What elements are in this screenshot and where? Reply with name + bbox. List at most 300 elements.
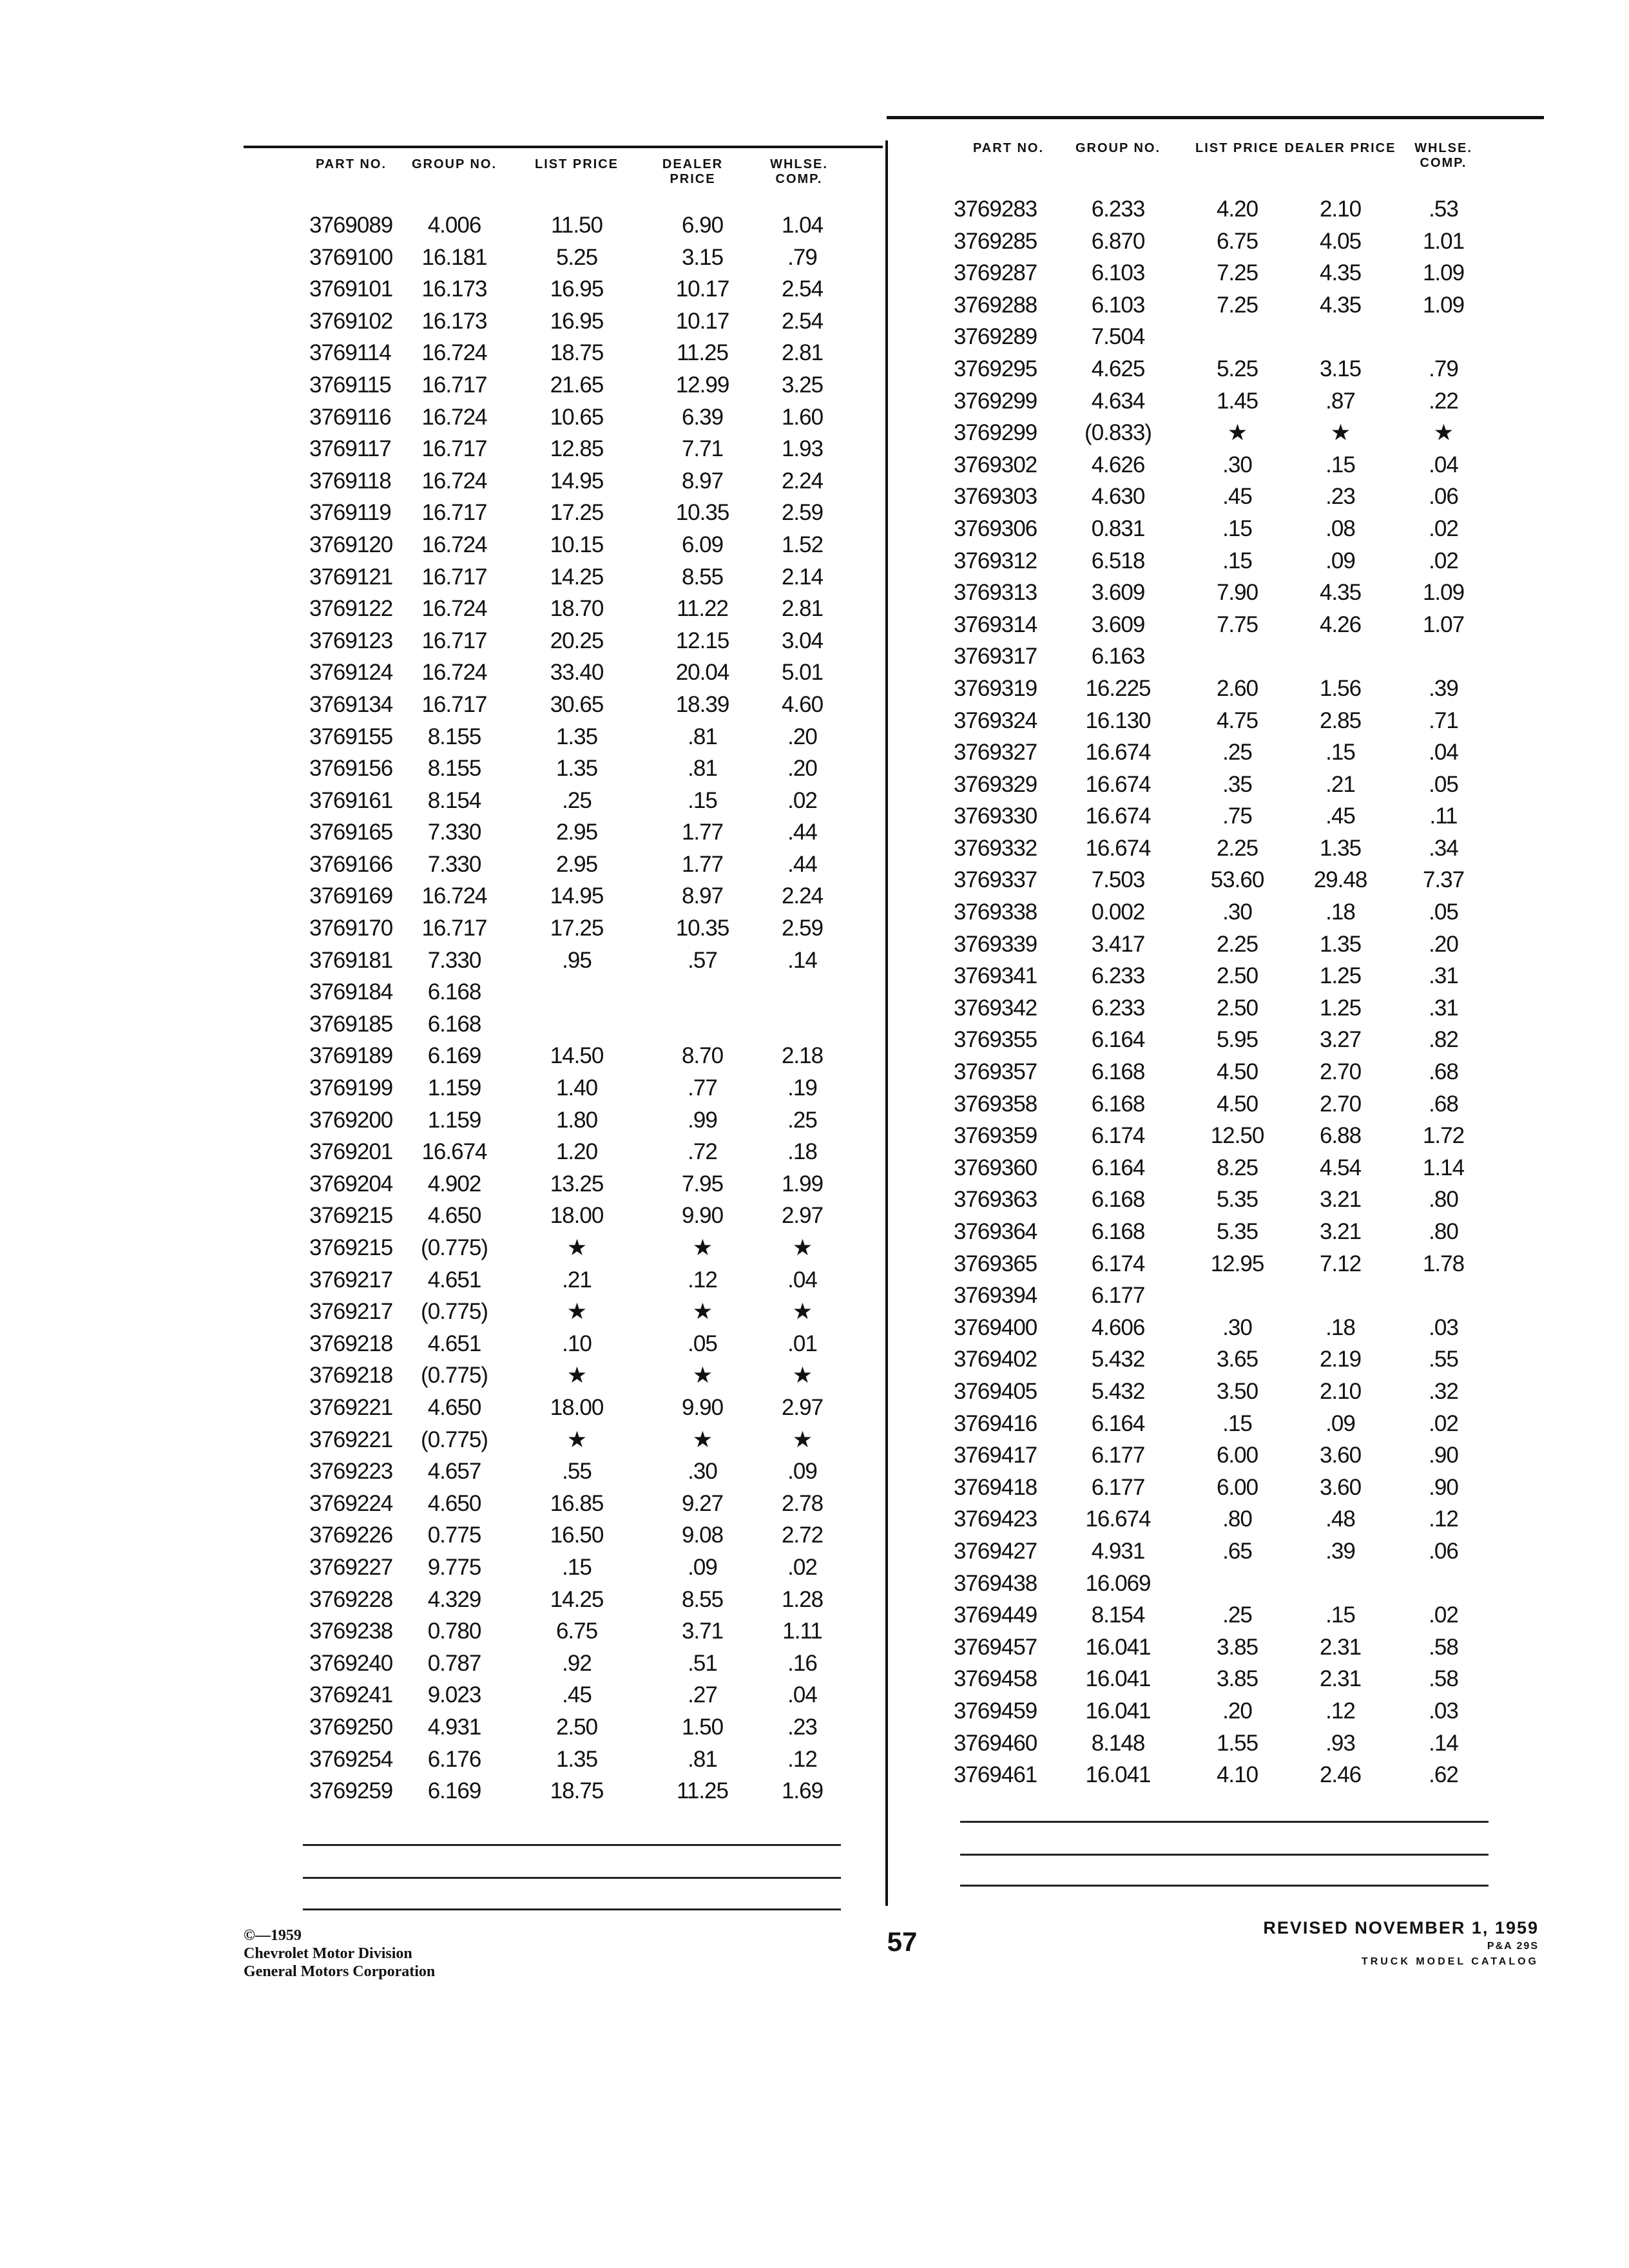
table-row [931,257,1524,289]
group-no-cell: 6.177 [1091,1443,1145,1468]
table-row [931,1120,1524,1152]
whlse-comp-cell: 2.81 [781,596,824,622]
dealer-price-cell: 4.05 [1319,228,1362,254]
table-row [931,1599,1524,1631]
list-price-cell: 1.35 [555,756,598,782]
part-no-cell: 3769358 [954,1091,1037,1117]
whlse-comp-cell: .80 [1429,1219,1458,1244]
list-price-cell: .45 [1222,484,1252,510]
part-no-cell: 3769299 [954,388,1037,414]
group-no-cell: 6.103 [1091,292,1145,318]
part-no-cell: 3769283 [954,197,1037,222]
whlse-comp-cell: .90 [1429,1474,1458,1500]
group-no-cell: 16.717 [421,436,487,462]
group-no-cell: 4.931 [427,1714,481,1740]
table-row [931,1631,1524,1664]
group-no-cell: 0.780 [427,1619,481,1644]
part-no-cell: 3769357 [954,1059,1037,1085]
group-no-cell: (0.775) [421,1363,488,1389]
table-row [287,1456,854,1488]
group-no-cell: 16.173 [421,308,487,334]
list-price-cell: 11.50 [551,213,602,238]
dealer-price-cell: 2.10 [1319,1378,1362,1404]
dealer-price-cell: .08 [1325,515,1355,541]
list-price-cell: 14.50 [550,1043,604,1069]
whlse-comp-cell: 2.59 [781,500,824,526]
list-price-cell: .15 [1222,548,1252,573]
left-parts-table [287,148,854,1807]
part-no-cell: 3769102 [309,308,393,334]
table-row [287,816,854,849]
table-row [931,449,1524,481]
table-row [287,337,854,369]
list-price-cell: .45 [562,1682,592,1708]
part-no-cell: 3769250 [309,1714,393,1740]
table-row [931,640,1524,673]
group-no-cell: 6.164 [1091,1155,1145,1180]
part-no-cell: 3769449 [954,1602,1037,1628]
table-row [931,1343,1524,1376]
group-no-cell: 16.717 [421,916,487,941]
table-row [931,800,1524,832]
group-no-cell: 6.174 [1091,1251,1145,1276]
group-no-cell: 4.625 [1091,356,1145,381]
part-no-cell: 3769226 [309,1523,393,1548]
part-no-cell: 3769156 [309,756,393,782]
whlse-comp-cell: .44 [787,820,817,845]
table-row [287,721,854,753]
whlse-comp-cell: .11 [1429,803,1458,829]
table-row [931,321,1524,353]
table-row [931,1663,1524,1695]
division-line: Chevrolet Motor Division [244,1945,412,1962]
dealer-price-cell: 1.77 [681,820,724,845]
whlse-comp-cell: .23 [787,1714,817,1740]
group-no-cell: 6.168 [1091,1059,1145,1085]
list-price-cell: .20 [1222,1698,1252,1724]
part-no-cell: 3769405 [954,1378,1037,1404]
part-no-cell: 3769165 [309,820,393,845]
dealer-price-cell: ★ [692,1299,713,1325]
list-price-cell: 1.45 [1216,388,1258,414]
right-table-header [931,132,1524,193]
list-price-cell: 5.25 [555,244,598,270]
whlse-comp-cell: .06 [1429,1538,1458,1564]
group-no-cell: 16.724 [421,660,487,686]
part-no-cell: 3769461 [954,1762,1037,1788]
list-price-cell: 21.65 [550,372,604,398]
list-price-cell: 2.25 [1216,931,1258,957]
catalog-name: TRUCK MODEL CATALOG [1361,1956,1539,1967]
dealer-price-cell: .30 [688,1459,717,1485]
blank-entry-line [303,1844,841,1846]
dealer-price-cell: 8.55 [681,564,724,590]
dealer-price-cell: .15 [688,787,717,813]
group-no-cell: 6.168 [427,1011,481,1037]
dealer-price-cell: 7.71 [681,436,724,462]
dealer-price-cell: 1.25 [1319,963,1362,989]
group-no-cell: 16.724 [421,596,487,622]
part-no-cell: 3769166 [309,851,393,877]
group-no-cell: 4.329 [427,1586,481,1612]
header-whlse-comp: WHLSE. COMP. [770,157,828,186]
whlse-comp-cell: .19 [787,1075,817,1101]
group-no-cell: 7.330 [427,947,481,973]
whlse-comp-cell: .02 [787,1554,817,1580]
dealer-price-cell: .93 [1325,1730,1355,1756]
table-row [931,864,1524,896]
whlse-comp-cell: 2.81 [781,340,824,366]
part-no-cell: 3769134 [309,691,393,717]
top-rule-right [887,116,1544,119]
part-no-cell: 3769116 [309,404,391,430]
part-no-cell: 3769223 [309,1459,393,1485]
part-no-cell: 3769123 [309,628,393,653]
pa-code: P&A 29S [1487,1941,1539,1952]
table-row [931,928,1524,961]
table-row [287,1488,854,1520]
list-price-cell: 6.00 [1216,1474,1258,1500]
part-no-cell: 3769114 [309,340,391,366]
part-no-cell: 3769402 [954,1347,1037,1372]
whlse-comp-cell: 5.01 [781,660,824,686]
part-no-cell: 3769288 [954,292,1037,318]
part-no-cell: 3769089 [309,213,393,238]
list-price-cell: ★ [566,1427,587,1452]
dealer-price-cell: 3.21 [1319,1219,1362,1244]
table-row [931,769,1524,801]
dealer-price-cell: 3.60 [1319,1474,1362,1500]
table-row [931,1472,1524,1504]
list-price-cell: .55 [562,1459,592,1485]
part-no-cell: 3769254 [309,1746,393,1772]
dealer-price-cell: .81 [688,756,717,782]
part-no-cell: 3769227 [309,1554,393,1580]
list-price-cell: 12.50 [1210,1123,1264,1149]
list-price-cell: 4.20 [1216,197,1258,222]
whlse-comp-cell: .12 [787,1746,817,1772]
table-row [931,1695,1524,1727]
whlse-comp-cell: 2.14 [781,564,824,590]
group-no-cell: 6.168 [1091,1187,1145,1213]
list-price-cell: 6.75 [1216,228,1258,254]
group-no-cell: 16.724 [421,883,487,909]
part-no-cell: 3769394 [954,1283,1037,1309]
group-no-cell: 3.417 [1091,931,1145,957]
group-no-cell: 4.651 [427,1267,481,1293]
list-price-cell: 7.25 [1216,260,1258,286]
whlse-comp-cell: ★ [792,1427,813,1452]
table-row [931,1088,1524,1120]
dealer-price-cell: 9.90 [681,1203,724,1229]
part-no-cell: 3769181 [309,947,393,973]
table-row [287,1360,854,1392]
dealer-price-cell: .09 [688,1554,717,1580]
dealer-price-cell: 1.50 [681,1714,724,1740]
whlse-comp-cell: ★ [792,1363,813,1389]
group-no-cell: 6.177 [1091,1283,1145,1309]
blank-entry-line [303,1908,841,1910]
list-price-cell: 2.50 [555,1714,598,1740]
group-no-cell: 5.432 [1091,1378,1145,1404]
list-price-cell: 20.25 [550,628,604,653]
part-no-cell: 3769189 [309,1043,393,1069]
list-price-cell: 2.50 [1216,995,1258,1021]
group-no-cell: 16.717 [421,628,487,653]
group-no-cell: 4.657 [427,1459,481,1485]
whlse-comp-cell: 1.14 [1422,1155,1465,1180]
whlse-comp-cell: .12 [1429,1506,1458,1532]
part-no-cell: 3769312 [954,548,1037,573]
column-divider [885,140,888,1906]
whlse-comp-cell: .20 [1429,931,1458,957]
dealer-price-cell: .15 [1325,1602,1355,1628]
dealer-price-cell: 3.60 [1319,1443,1362,1468]
list-price-cell: 12.95 [1210,1251,1264,1276]
table-row [931,1248,1524,1280]
part-no-cell: 3769287 [954,260,1037,286]
dealer-price-cell: .48 [1325,1506,1355,1532]
group-no-cell: 16.724 [421,404,487,430]
group-no-cell: 4.650 [427,1394,481,1420]
dealer-price-cell: .72 [688,1139,717,1165]
dealer-price-cell: 4.26 [1319,611,1362,637]
blank-entry-line [960,1821,1489,1823]
list-price-cell: 12.85 [550,436,604,462]
dealer-price-cell: 10.17 [675,276,729,302]
table-row [931,609,1524,641]
group-no-cell: (0.775) [421,1299,488,1325]
whlse-comp-cell: .34 [1429,835,1458,861]
footer-revision [1263,1917,1539,1970]
part-no-cell: 3769240 [309,1650,393,1676]
whlse-comp-cell: 1.09 [1422,292,1465,318]
table-row [931,1727,1524,1760]
group-no-cell: 16.674 [1085,740,1151,765]
table-row [931,960,1524,992]
table-row [287,785,854,817]
table-row [287,1775,854,1807]
part-no-cell: 3769306 [954,515,1037,541]
table-row [287,849,854,881]
list-price-cell: .15 [562,1554,592,1580]
list-price-cell: 1.35 [555,724,598,749]
group-no-cell: 6.169 [427,1043,481,1069]
dealer-price-cell: 10.17 [675,308,729,334]
whlse-comp-cell: .02 [1429,515,1458,541]
dealer-price-cell: 8.70 [681,1043,724,1069]
part-no-cell: 3769460 [954,1730,1037,1756]
whlse-comp-cell: .04 [1429,740,1458,765]
dealer-price-cell: 3.27 [1319,1027,1362,1053]
copyright-line: ©—1959 [244,1927,302,1944]
part-no-cell: 3769355 [954,1027,1037,1053]
group-no-cell: 4.634 [1091,388,1145,414]
group-no-cell: 1.159 [427,1075,481,1101]
part-no-cell: 3769303 [954,484,1037,510]
part-no-cell: 3769170 [309,916,393,941]
table-row [287,1679,854,1711]
table-row [931,1759,1524,1791]
dealer-price-cell: 20.04 [675,660,729,686]
part-no-cell: 3769289 [954,324,1037,350]
part-no-cell: 3769418 [954,1474,1037,1500]
group-no-cell: 0.002 [1091,899,1145,925]
group-no-cell: 0.775 [427,1523,481,1548]
part-no-cell: 3769155 [309,724,393,749]
list-price-cell: ★ [1227,420,1248,446]
whlse-comp-cell: 1.78 [1422,1251,1465,1276]
table-row [287,976,854,1008]
dealer-price-cell: ★ [692,1235,713,1260]
group-no-cell: 5.432 [1091,1347,1145,1372]
table-row [287,1264,854,1296]
part-no-cell: 3769124 [309,660,393,686]
dealer-price-cell: 2.31 [1319,1666,1362,1692]
group-no-cell: 6.163 [1091,644,1145,669]
table-row [287,1072,854,1104]
part-no-cell: 3769215 [309,1203,393,1229]
whlse-comp-cell: 1.07 [1422,611,1465,637]
part-no-cell: 3769364 [954,1219,1037,1244]
whlse-comp-cell: .44 [787,851,817,877]
whlse-comp-cell: .03 [1429,1314,1458,1340]
list-price-cell: 14.95 [550,468,604,494]
part-no-cell: 3769117 [309,436,391,462]
group-no-cell: 16.717 [421,691,487,717]
whlse-comp-cell: .20 [787,756,817,782]
table-row [931,385,1524,418]
page-number: 57 [887,1927,918,1957]
dealer-price-cell: 1.35 [1319,931,1362,957]
list-price-cell: .65 [1222,1538,1252,1564]
dealer-price-cell: .12 [688,1267,717,1293]
whlse-comp-cell: .02 [1429,1602,1458,1628]
group-no-cell: 4.651 [427,1331,481,1356]
table-row [287,689,854,721]
part-no-cell: 3769285 [954,228,1037,254]
table-row [287,1040,854,1072]
list-price-cell: 16.95 [550,276,604,302]
list-price-cell: 2.95 [555,851,598,877]
list-price-cell: 16.50 [550,1523,604,1548]
group-no-cell: 16.717 [421,500,487,526]
dealer-price-cell: 1.77 [681,851,724,877]
dealer-price-cell: .15 [1325,452,1355,477]
list-price-cell: .75 [1222,803,1252,829]
blank-entry-line [303,1877,841,1879]
dealer-price-cell: 6.90 [681,213,724,238]
dealer-price-cell: 1.56 [1319,675,1362,701]
dealer-price-cell: 12.99 [675,372,729,398]
table-row [287,433,854,465]
whlse-comp-cell: .04 [1429,452,1458,477]
list-price-cell: 1.55 [1216,1730,1258,1756]
group-no-cell: 16.130 [1085,707,1151,733]
dealer-price-cell: 2.70 [1319,1091,1362,1117]
dealer-price-cell: 9.90 [681,1394,724,1420]
list-price-cell: 2.95 [555,820,598,845]
whlse-comp-cell: .04 [787,1682,817,1708]
header-group-no: GROUP NO. [1075,141,1161,155]
whlse-comp-cell: ★ [1433,420,1454,446]
list-price-cell: 5.35 [1216,1219,1258,1244]
group-no-cell: 6.233 [1091,963,1145,989]
group-no-cell: 16.674 [421,1139,487,1165]
list-price-cell: 4.75 [1216,707,1258,733]
whlse-comp-cell: 2.97 [781,1394,824,1420]
group-no-cell: 6.103 [1091,260,1145,286]
dealer-price-cell: 10.35 [675,916,729,941]
table-row [287,1744,854,1776]
group-no-cell: 16.724 [421,532,487,557]
table-row [931,1216,1524,1248]
whlse-comp-cell: 2.97 [781,1203,824,1229]
table-row [287,561,854,593]
header-group-no: GROUP NO. [411,157,497,171]
group-no-cell: 4.626 [1091,452,1145,477]
list-price-cell: 2.50 [1216,963,1258,989]
dealer-price-cell: 8.55 [681,1586,724,1612]
whlse-comp-cell: .31 [1429,995,1458,1021]
dealer-price-cell: .18 [1325,899,1355,925]
group-no-cell: 4.931 [1091,1538,1145,1564]
group-no-cell: 6.164 [1091,1410,1145,1436]
group-no-cell: 4.606 [1091,1314,1145,1340]
list-price-cell: 7.25 [1216,292,1258,318]
part-no-cell: 3769199 [309,1075,393,1101]
part-no-cell: 3769238 [309,1619,393,1644]
part-no-cell: 3769101 [309,276,393,302]
list-price-cell: 2.25 [1216,835,1258,861]
list-price-cell: ★ [566,1299,587,1325]
list-price-cell: 3.85 [1216,1666,1258,1692]
group-no-cell: (0.775) [421,1235,488,1260]
list-price-cell: 33.40 [550,660,604,686]
whlse-comp-cell: .25 [787,1107,817,1133]
part-no-cell: 3769423 [954,1506,1037,1532]
dealer-price-cell: 8.97 [681,883,724,909]
group-no-cell: 16.041 [1085,1666,1151,1692]
group-no-cell: 6.168 [1091,1219,1145,1244]
list-price-cell: 30.65 [550,691,604,717]
part-no-cell: 3769224 [309,1490,393,1516]
dealer-price-cell: 11.22 [677,596,728,622]
table-row [931,545,1524,577]
group-no-cell: 6.518 [1091,548,1145,573]
whlse-comp-cell: .02 [787,787,817,813]
table-row [287,305,854,338]
group-no-cell: 6.169 [427,1778,481,1804]
table-row [931,1184,1524,1216]
table-row [287,1200,854,1232]
dealer-price-cell: .12 [1325,1698,1355,1724]
whlse-comp-cell: .62 [1429,1762,1458,1788]
whlse-comp-cell: .20 [787,724,817,749]
group-no-cell: 8.154 [427,787,481,813]
table-row [931,289,1524,322]
list-price-cell: .21 [562,1267,592,1293]
list-price-cell: .15 [1222,1410,1252,1436]
whlse-comp-cell: .31 [1429,963,1458,989]
list-price-cell: 6.00 [1216,1443,1258,1468]
dealer-price-cell: .45 [1325,803,1355,829]
table-row [931,1152,1524,1184]
list-price-cell: ★ [566,1363,587,1389]
table-row [931,1503,1524,1535]
whlse-comp-cell: 1.28 [781,1586,824,1612]
part-no-cell: 3769118 [309,468,391,494]
